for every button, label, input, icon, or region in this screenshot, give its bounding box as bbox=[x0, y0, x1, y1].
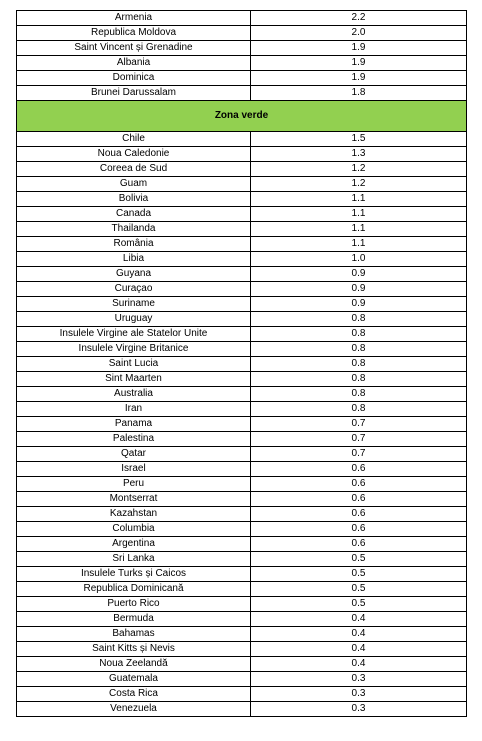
country-cell: Saint Kitts și Nevis bbox=[17, 642, 251, 657]
value-cell: 0.3 bbox=[251, 687, 467, 702]
table-row bbox=[17, 702, 467, 717]
country-cell: Sri Lanka bbox=[17, 552, 251, 567]
value-cell: 1.3 bbox=[251, 147, 467, 162]
zone-header-row bbox=[17, 101, 467, 132]
table-row bbox=[17, 372, 467, 387]
table-row bbox=[17, 132, 467, 147]
table-row bbox=[17, 507, 467, 522]
country-cell: Uruguay bbox=[17, 312, 251, 327]
country-cell: Panama bbox=[17, 417, 251, 432]
table-row bbox=[17, 252, 467, 267]
table-row bbox=[17, 162, 467, 177]
country-cell: Noua Caledonie bbox=[17, 147, 251, 162]
country-cell: Guam bbox=[17, 177, 251, 192]
country-cell: Republica Dominicană bbox=[17, 582, 251, 597]
value-cell: 1.0 bbox=[251, 252, 467, 267]
value-cell: 0.7 bbox=[251, 417, 467, 432]
table-row bbox=[17, 447, 467, 462]
table-row bbox=[17, 207, 467, 222]
zone-header-cell: Zona verde bbox=[17, 101, 467, 132]
table-row bbox=[17, 147, 467, 162]
value-cell: 1.1 bbox=[251, 192, 467, 207]
value-cell: 0.6 bbox=[251, 462, 467, 477]
country-cell: Dominica bbox=[17, 71, 251, 86]
country-cell: Insulele Turks și Caicos bbox=[17, 567, 251, 582]
value-cell: 0.8 bbox=[251, 357, 467, 372]
value-cell: 0.6 bbox=[251, 537, 467, 552]
value-cell: 0.8 bbox=[251, 387, 467, 402]
country-cell: Puerto Rico bbox=[17, 597, 251, 612]
country-cell: Insulele Virgine Britanice bbox=[17, 342, 251, 357]
table-row bbox=[17, 86, 467, 101]
table-row bbox=[17, 402, 467, 417]
country-cell: Suriname bbox=[17, 297, 251, 312]
value-cell: 0.8 bbox=[251, 402, 467, 417]
value-cell: 1.8 bbox=[251, 86, 467, 101]
table-row bbox=[17, 537, 467, 552]
country-cell: Sint Maarten bbox=[17, 372, 251, 387]
table-row bbox=[17, 612, 467, 627]
table-row bbox=[17, 642, 467, 657]
value-cell: 1.1 bbox=[251, 237, 467, 252]
table-row bbox=[17, 11, 467, 26]
value-cell: 0.6 bbox=[251, 492, 467, 507]
value-cell: 1.9 bbox=[251, 71, 467, 86]
country-cell: Israel bbox=[17, 462, 251, 477]
country-cell: Montserrat bbox=[17, 492, 251, 507]
country-cell: Australia bbox=[17, 387, 251, 402]
table-row bbox=[17, 26, 467, 41]
value-cell: 1.2 bbox=[251, 177, 467, 192]
value-cell: 0.4 bbox=[251, 612, 467, 627]
country-cell: Armenia bbox=[17, 11, 251, 26]
value-cell: 0.4 bbox=[251, 627, 467, 642]
country-cell: Venezuela bbox=[17, 702, 251, 717]
table-row bbox=[17, 267, 467, 282]
value-cell: 0.3 bbox=[251, 672, 467, 687]
zone-header-section bbox=[17, 101, 467, 132]
table-row bbox=[17, 237, 467, 252]
table-row bbox=[17, 41, 467, 56]
value-cell: 0.5 bbox=[251, 552, 467, 567]
table-row bbox=[17, 222, 467, 237]
value-cell: 0.5 bbox=[251, 567, 467, 582]
value-cell: 0.3 bbox=[251, 702, 467, 717]
value-cell: 0.8 bbox=[251, 342, 467, 357]
country-cell: Costa Rica bbox=[17, 687, 251, 702]
value-cell: 0.7 bbox=[251, 432, 467, 447]
table-row bbox=[17, 432, 467, 447]
table-row bbox=[17, 327, 467, 342]
country-cell: Kazahstan bbox=[17, 507, 251, 522]
country-cell: Thailanda bbox=[17, 222, 251, 237]
table-row bbox=[17, 582, 467, 597]
value-cell: 0.6 bbox=[251, 477, 467, 492]
country-incidence-table bbox=[16, 10, 467, 717]
value-cell: 0.9 bbox=[251, 297, 467, 312]
country-cell: Bermuda bbox=[17, 612, 251, 627]
country-cell: Iran bbox=[17, 402, 251, 417]
country-cell: Bolivia bbox=[17, 192, 251, 207]
country-cell: Columbia bbox=[17, 522, 251, 537]
table-row bbox=[17, 177, 467, 192]
country-cell: Noua Zeelandă bbox=[17, 657, 251, 672]
table-row bbox=[17, 552, 467, 567]
table-row bbox=[17, 312, 467, 327]
table-row bbox=[17, 597, 467, 612]
country-cell: Albania bbox=[17, 56, 251, 71]
country-cell: Argentina bbox=[17, 537, 251, 552]
table-row bbox=[17, 192, 467, 207]
country-cell: Coreea de Sud bbox=[17, 162, 251, 177]
country-cell: Libia bbox=[17, 252, 251, 267]
table-row bbox=[17, 477, 467, 492]
country-cell: Bahamas bbox=[17, 627, 251, 642]
value-cell: 1.9 bbox=[251, 56, 467, 71]
table-section-green bbox=[17, 132, 467, 717]
table-row bbox=[17, 387, 467, 402]
country-cell: Qatar bbox=[17, 447, 251, 462]
value-cell: 0.4 bbox=[251, 657, 467, 672]
country-cell: România bbox=[17, 237, 251, 252]
table-row bbox=[17, 342, 467, 357]
country-table-container bbox=[16, 10, 466, 717]
country-cell: Republica Moldova bbox=[17, 26, 251, 41]
country-cell: Chile bbox=[17, 132, 251, 147]
country-cell: Saint Vincent și Grenadine bbox=[17, 41, 251, 56]
value-cell: 0.8 bbox=[251, 372, 467, 387]
table-row bbox=[17, 672, 467, 687]
country-cell: Insulele Virgine ale Statelor Unite bbox=[17, 327, 251, 342]
value-cell: 0.6 bbox=[251, 507, 467, 522]
country-cell: Guyana bbox=[17, 267, 251, 282]
value-cell: 0.8 bbox=[251, 327, 467, 342]
table-row bbox=[17, 657, 467, 672]
value-cell: 1.1 bbox=[251, 222, 467, 237]
value-cell: 1.1 bbox=[251, 207, 467, 222]
table-row bbox=[17, 56, 467, 71]
table-row bbox=[17, 282, 467, 297]
table-row bbox=[17, 687, 467, 702]
value-cell: 0.7 bbox=[251, 447, 467, 462]
value-cell: 0.4 bbox=[251, 642, 467, 657]
table-row bbox=[17, 522, 467, 537]
value-cell: 1.9 bbox=[251, 41, 467, 56]
value-cell: 2.0 bbox=[251, 26, 467, 41]
value-cell: 0.5 bbox=[251, 597, 467, 612]
value-cell: 1.5 bbox=[251, 132, 467, 147]
value-cell: 0.9 bbox=[251, 282, 467, 297]
value-cell: 1.2 bbox=[251, 162, 467, 177]
country-cell: Peru bbox=[17, 477, 251, 492]
value-cell: 0.6 bbox=[251, 522, 467, 537]
country-cell: Brunei Darussalam bbox=[17, 86, 251, 101]
table-row bbox=[17, 492, 467, 507]
country-cell: Saint Lucia bbox=[17, 357, 251, 372]
table-row bbox=[17, 71, 467, 86]
table-row bbox=[17, 567, 467, 582]
country-cell: Canada bbox=[17, 207, 251, 222]
table-row bbox=[17, 627, 467, 642]
table-row bbox=[17, 417, 467, 432]
value-cell: 2.2 bbox=[251, 11, 467, 26]
value-cell: 0.5 bbox=[251, 582, 467, 597]
table-row bbox=[17, 297, 467, 312]
table-row bbox=[17, 357, 467, 372]
value-cell: 0.9 bbox=[251, 267, 467, 282]
table-row bbox=[17, 462, 467, 477]
table-section-top bbox=[17, 11, 467, 101]
country-cell: Palestina bbox=[17, 432, 251, 447]
value-cell: 0.8 bbox=[251, 312, 467, 327]
country-cell: Curaçao bbox=[17, 282, 251, 297]
country-cell: Guatemala bbox=[17, 672, 251, 687]
